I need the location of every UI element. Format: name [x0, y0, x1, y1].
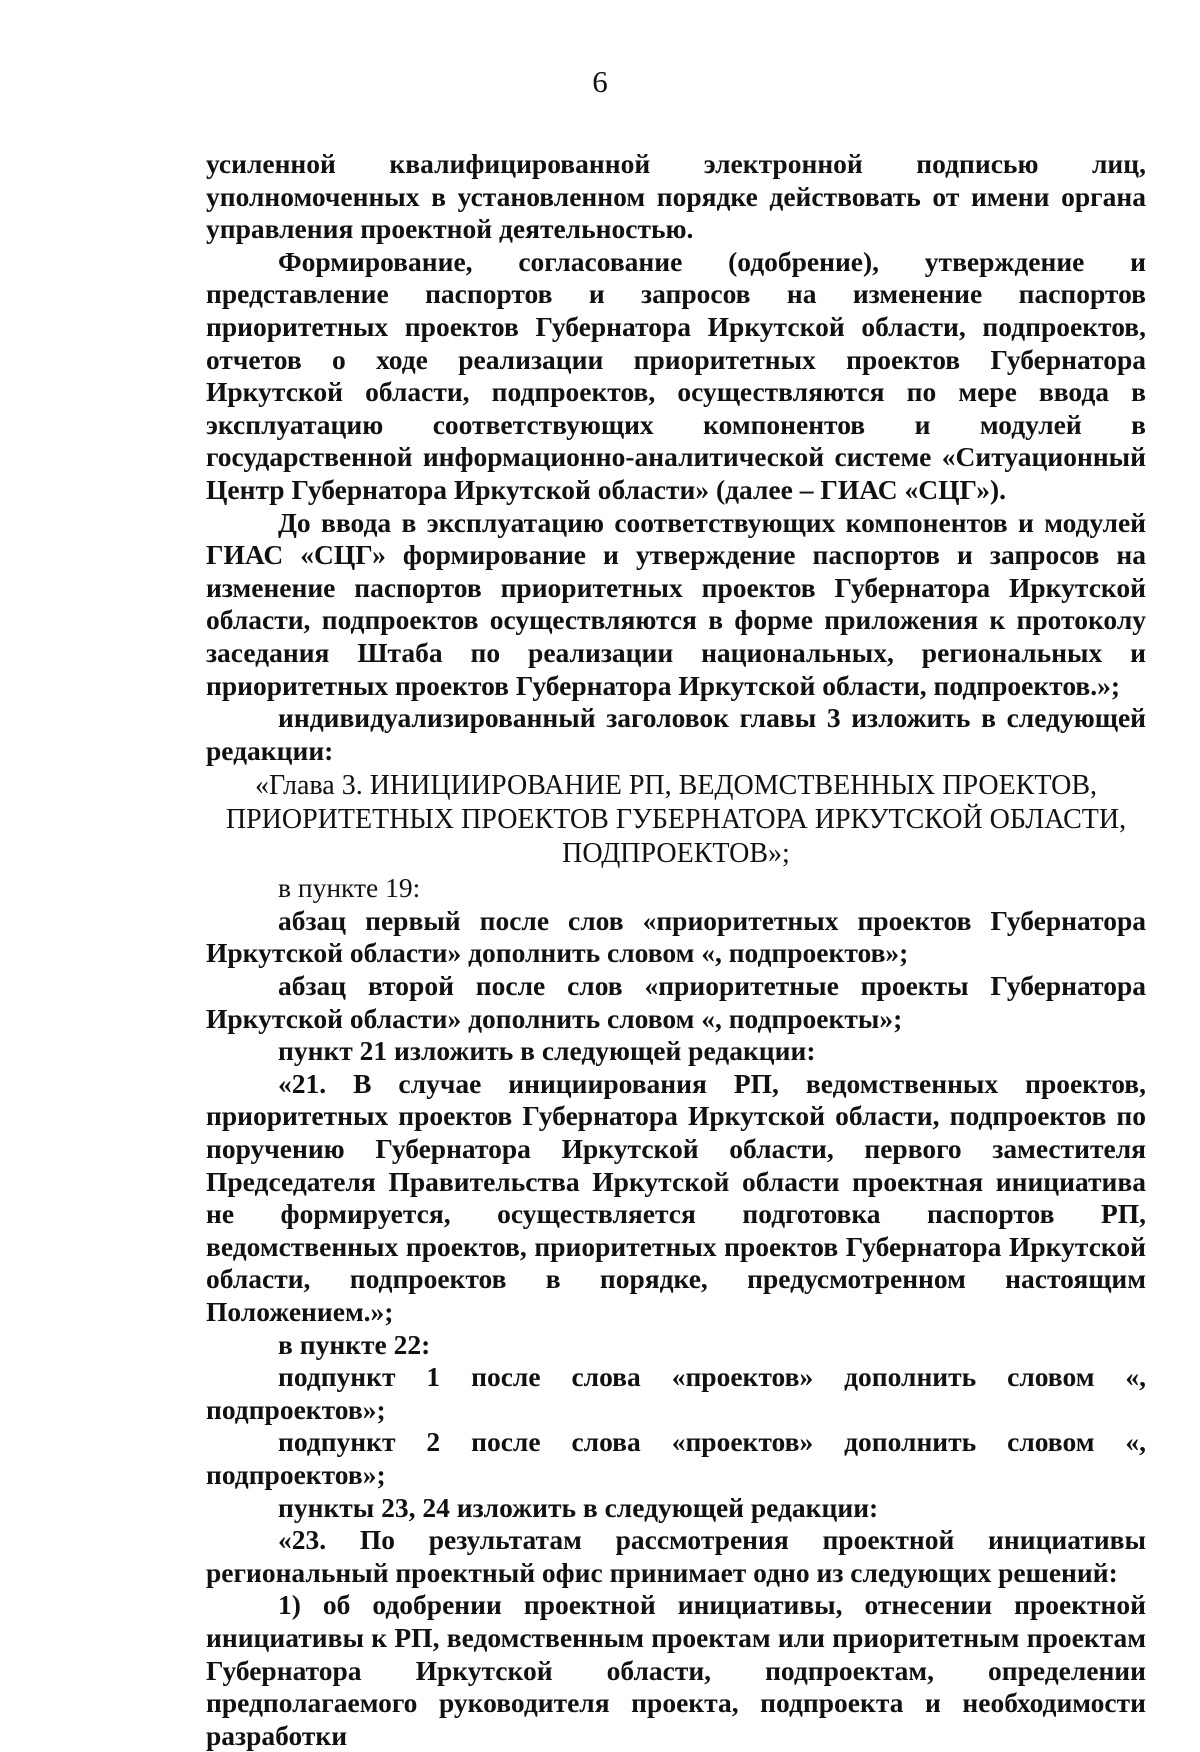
- paragraph: пункт 21 изложить в следующей редакции:: [278, 1035, 816, 1067]
- paragraph: пункты 23, 24 изложить в следующей редакции:: [278, 1491, 879, 1523]
- paragraph: «21. В случае инициирования РП, ведомственных проектов, приоритетных проектов Губернатора Иркутской области, подпроектов по поручению Губернатора Иркутской области, первого заместителя Председателя Правительства Иркутской области проектная инициатива не формируется, осуществляется подготовка паспортов РП, ведомственных проектов, приоритетных проектов Губернатора Иркутской области, подпроектов в порядке, предусмотренном настоящим Положением.»;: [206, 1067, 1146, 1327]
- paragraph: До ввода в эксплуатацию соответствующих компонентов и модулей ГИАС «СЦГ» формирование и утверждение паспортов и запросов на изменение паспортов приоритетных проектов Губернатора Иркутской области, подпроектов осуществляются в форме приложения к протоколу заседания Штаба по реализации национальных, региональных и приоритетных проектов Губернатора Иркутской области, подпроектов.»;: [206, 506, 1146, 701]
- paragraph: Формирование, согласование (одобрение), утверждение и представление паспортов и запросов на изменение паспортов приоритетных проектов Губернатора Иркутской области, подпроектов, отчетов о ходе реализации приоритетных проектов Губернатора Иркутской области, подпроектов, осуществляются по мере ввода в эксплуатацию соответствующих компонентов и модулей в государственной информационно-аналитической системе «Ситуационный Центр Губернатора Иркутской области» (далее – ГИАС «СЦГ»).: [206, 245, 1146, 505]
- paragraph: в пункте 19:: [278, 872, 421, 904]
- paragraph: подпункт 2 после слова «проектов» дополнить словом «, подпроектов»;: [206, 1426, 1146, 1490]
- chapter-heading-line: ПОДПРОЕКТОВ»;: [562, 838, 790, 870]
- paragraph: усиленной квалифицированной электронной подписью лиц, уполномоченных в установленном порядке действовать от имени органа управления проектной деятельностью.: [206, 148, 1146, 245]
- paragraph: индивидуализированный заголовок главы 3 изложить в следующей редакции:: [206, 702, 1146, 766]
- document-body: [206, 148, 1146, 1752]
- paragraph: абзац второй после слов «приоритетные проекты Губернатора Иркутской области» дополнить словом «, подпроекты»;: [206, 970, 1146, 1034]
- paragraph: в пункте 22:: [278, 1328, 431, 1360]
- paragraph: «23. По результатам рассмотрения проектной инициативы региональный проектный офис принимает одно из следующих решений:: [206, 1524, 1146, 1588]
- chapter-heading-line: «Глава 3. ИНИЦИИРОВАНИЕ РП, ВЕДОМСТВЕННЫХ ПРОЕКТОВ,: [254, 770, 1098, 802]
- paragraph: 1) об одобрении проектной инициативы, отнесении проектной инициативы к РП, ведомственным проектам или приоритетным проектам Губернатора Иркутской области, подпроектам, определении предполагаемого руководителя проекта, подпроекта и необходимости разработки: [206, 1589, 1146, 1751]
- paragraph: подпункт 1 после слова «проектов» дополнить словом «, подпроектов»;: [206, 1361, 1146, 1425]
- chapter-heading-line: ПРИОРИТЕТНЫХ ПРОЕКТОВ ГУБЕРНАТОРА ИРКУТСКОЙ ОБЛАСТИ,: [225, 804, 1127, 836]
- page-number: 6: [592, 64, 608, 99]
- paragraph: абзац первый после слов «приоритетных проектов Губернатора Иркутской области» дополнить словом «, подпроектов»;: [206, 904, 1146, 969]
- chapter-heading: [206, 769, 1146, 871]
